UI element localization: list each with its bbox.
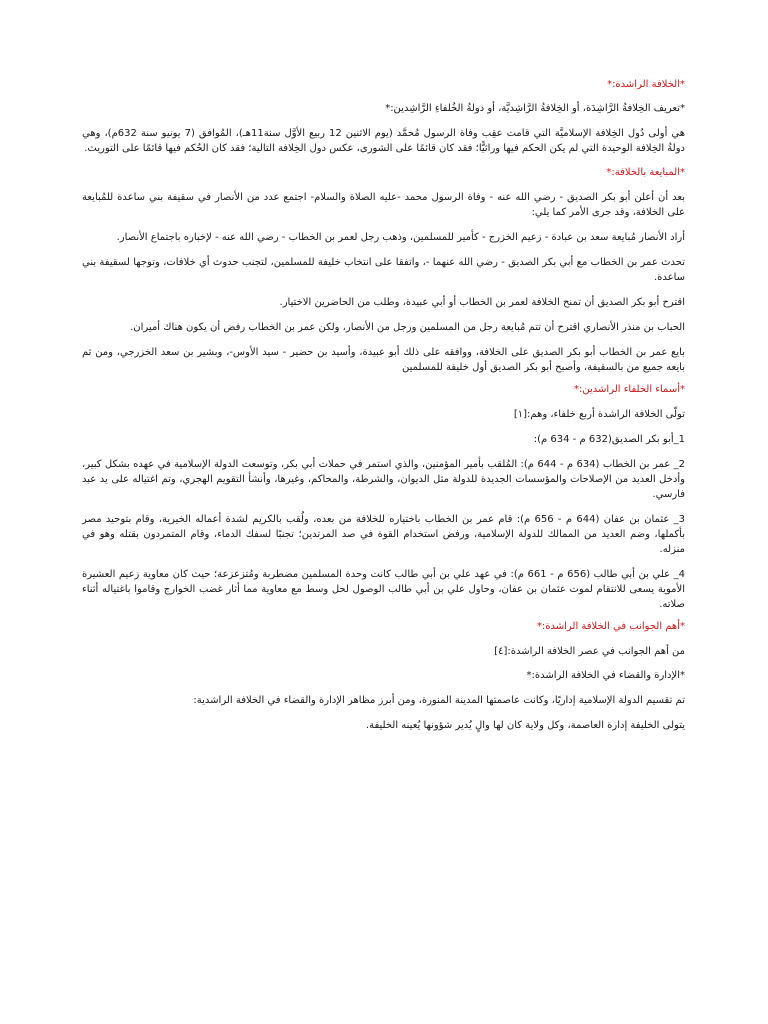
- administration-heading: *الإدارة والقضاء في الخلافة الراشدة:*: [526, 670, 685, 681]
- caliph-item-3: 3_ عثمان بن عفان (644 م - 656 م): قام عمر بن الخطاب باختياره للخلافة من بعده، ولُقب بالكريم لشدة أعماله الخيرية، وقام بتوحيد مصر بأكملها، وضم العديد من الممالك للدولة الإسلامية، ورفض استخدام القوة في صد المرتدين؛ تجنبًا لسفك الدماء، وقام المتمردون بقتله وهو في منزله.: [82, 514, 686, 555]
- allegiance-paragraph-6: بايع عمر بن الخطاب أبو بكر الصديق على الخلافة، ووافقه على ذلك أبو عبيدة، وأسيد بن حضير - سيد الأوس-، وبشير بن سعد الخزرجي، ومن ثم بايعه جميع من بالسقيفة، وأصبح أبو بكر الصديق أول خليفة للمسلمين: [82, 347, 685, 373]
- key-aspects-intro: من أهم الجوانب في عصر الخلافة الراشدة:[٤]: [494, 646, 685, 657]
- section-heading-key-aspects: *أهم الجوانب في الخلافة الراشدة:*: [536, 621, 685, 632]
- document-page: [82, 78, 685, 743]
- allegiance-paragraph-4: اقترح أبو بكر الصديق أن تمنح الخلافة لعمر بن الخطاب أو أبي عبيدة، وطلب من الحاضرين الاختيار.: [279, 297, 685, 308]
- caliph-item-2: 2_ عمر بن الخطاب (634 م - 644 م): المُلقب بأمير المؤمنين، والذي استمر في حملات أبي بكر، وتوسعت الدولة الإسلامية في عهده بشكل كبير، وأدخل العديد من الإصلاحات والمؤسسات الجديدة للدولة مثل الديوان، والشرطة، والمحاكم، وغيرها، وأنشأ التقويم الهجري، وتم اغتياله على يد عبد فارسي.: [82, 459, 685, 500]
- allegiance-paragraph-3: تحدث عمر بن الخطاب مع أبي بكر الصديق - رضي الله عنهما -، واتفقا على انتخاب خليفة للمسلمين، لتجنب حدوث أي خلافات، وتوجها لسقيفة بني ساعدة.: [82, 257, 685, 283]
- section-heading-rashidun-caliphate: *الخلافة الراشدة:*: [607, 79, 685, 90]
- definition-heading: *تعريف الخِلافةُ الرَّاشِدَة، أو الخِلافةُ الرَّاشِديَّة، أو دولةُ الخُلفاءِ الرَّاشِدين:*: [385, 103, 685, 114]
- section-heading-caliphs-names: *أسماء الخلفاء الراشدين:*: [574, 384, 685, 395]
- allegiance-paragraph-2: أراد الأنصار مُبايعة سعد بن عبادة - زعيم الخزرج - كأمير للمسلمين، وذهب رجل لعمر بن الخطاب - رضي الله عنه - لإخباره باجتماع الأنصار.: [116, 232, 685, 243]
- allegiance-paragraph-1: بعد أن أعلن أبو بكر الصديق - رضي الله عنه - وفاة الرسول محمد -عليه الصلاة والسلام- اجتمع عدد من الأنصار في سقيفة بني ساعدة للمُبايعة على الخلافة، وقد جرى الأمر كما يلي:: [82, 192, 685, 218]
- caliph-item-4: 4_ علي بن أبي طالب (656 م - 661 م): في عهد علي بن أبي طالب كانت وحدة المسلمين مضطربة ومُتزعزعة؛ حيث كان معاوية زعيم العشيرة الأموية يسعى للانتقام لموت عثمان بن عفان، وحاول علي بن أبي طالب الوصول لحل وسط مع معاوية مما أثار غضب الخوارج وقاموا باغتياله أثناء صلاته.: [82, 569, 686, 610]
- caliphs-intro: تولّى الخلافة الراشدة أربع خلفاء، وهم:[١]: [513, 409, 685, 420]
- allegiance-paragraph-5: الحباب بن منذر الأنصاري اقترح أن تتم مُبايعة رجل من المسلمين ورجل من الأنصار، ولكن عمر بن الخطاب رفض أن يكون هناك أميران.: [130, 322, 685, 333]
- administration-paragraph-1: تم تقسيم الدولة الإسلامية إداريًا، وكانت عاصمتها المدينة المنورة، ومن أبرز مظاهر الإدارة والقضاء في الخلافة الراشدية:: [193, 695, 685, 706]
- definition-paragraph: هي أولى دُول الخِلافة الإسلاميَّة التي قامت عقِب وفاة الرسول مُحمَّد (يوم الاثنين 12 ربيع الأوَّل سنة11هـ)، المُوافق (7 يونيو سنة 632م)، وهي دولةُ الخِلافة الوحيدة التي لم يكن الحكم فيها وراثيًّا؛ فقد كان قائمًا على الشورى، عكس دول الخِلافة التالية؛ فقد كان الحُكم فيها قائمًا على التوريث.: [82, 128, 686, 154]
- caliph-item-1: 1_أبو بكر الصديق(632 م - 634 م):: [533, 434, 685, 445]
- administration-paragraph-2: يتولى الخليفة إدارة العاصمة، وكل ولاية كان لها والٍ يُدير شؤونها يُعينه الخليفة.: [365, 720, 685, 731]
- section-heading-allegiance: *المبايعة بالخلافة:*: [606, 167, 685, 178]
